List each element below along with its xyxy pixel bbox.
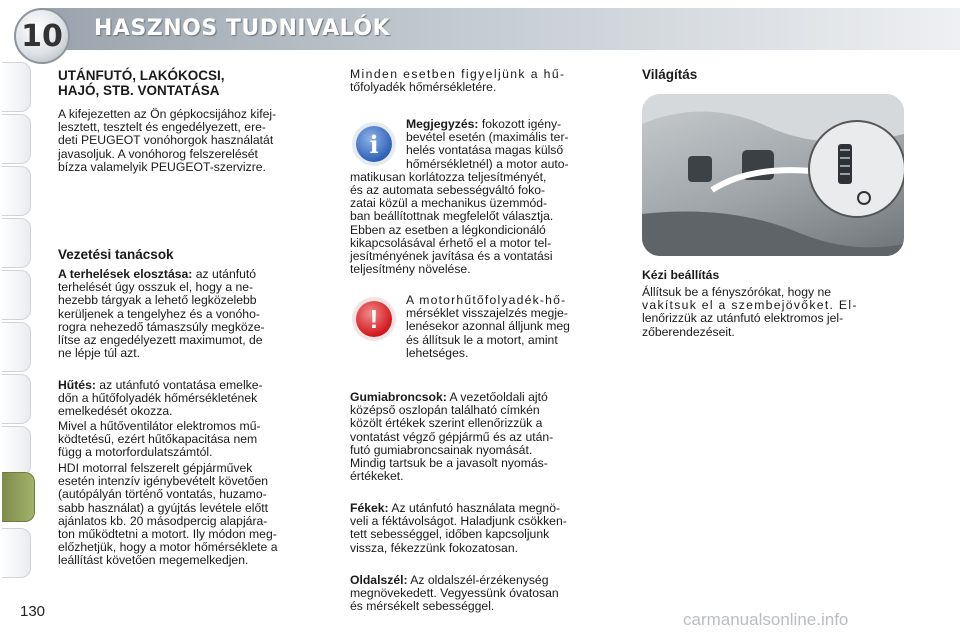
- text-line: bevétel esetén (maximális ter-: [406, 130, 569, 145]
- chapter-tab[interactable]: [2, 218, 31, 268]
- cooling-paragraph: [58, 379, 320, 419]
- chapter-tab[interactable]: [2, 270, 31, 320]
- text-line: közölt értékek szerint ellenőrizzük a: [350, 416, 543, 431]
- text-span: A vezetőoldali ajtó: [446, 390, 548, 404]
- text-line: vakítsuk el a szembejövőket. El-: [642, 298, 858, 313]
- monitor-paragraph: [350, 68, 612, 94]
- manual-adjust-title: Kézi beállítás: [642, 268, 720, 282]
- intro-paragraph: [58, 108, 320, 174]
- text-line: zőberendezéseit.: [642, 324, 735, 339]
- manual-adjust-paragraph: [642, 286, 904, 339]
- text-line: terhelését úgy osszuk el, hogy a ne-: [58, 280, 254, 295]
- text-line: javasoljuk. A vonóhorog felszerelését: [58, 146, 258, 161]
- text-line: teljesítmény növelése.: [350, 262, 471, 277]
- text-line: futó gumiabroncsainak nyomását.: [350, 442, 533, 457]
- title-line: UTÁNFUTÓ, LAKÓKOCSI,: [58, 68, 225, 83]
- dashboard-lower-panel: [642, 212, 904, 257]
- text-line: Minden esetben figyeljünk a hű-: [350, 67, 566, 81]
- text-line: lenésekor azonnal álljunk meg: [406, 319, 570, 334]
- text-line: emelkedését okozza.: [58, 404, 173, 419]
- dashboard-illustration: [642, 94, 904, 256]
- watermark: carmanualsonline.info: [683, 610, 849, 629]
- text-line: kerüljenek a tengelyhez és a vonóho-: [58, 306, 260, 321]
- chapter-badge: 10: [14, 8, 70, 64]
- text-line: ton működtetni a motort. Ily módon meg-: [58, 527, 277, 542]
- text-line: hőmérsékletnél) a motor auto-: [406, 156, 569, 171]
- info-icon: i: [356, 126, 392, 162]
- page-title: HASZNOS TUDNIVALÓK: [94, 16, 391, 41]
- chapter-tab-active[interactable]: [2, 472, 35, 522]
- text-line: HDI motorral felszerelt gépjárművek: [58, 461, 253, 475]
- text-line: esetén intenzív igénybevételt követően: [58, 474, 269, 489]
- text-line: sabb használat) a gyújtás levétele előtt: [58, 500, 269, 515]
- magnifier-circle: [809, 121, 904, 217]
- text-line: kikapcsolásával érhető el a motor tel-: [350, 235, 552, 250]
- chapter-tabs: [0, 62, 44, 602]
- section-title-lighting: Világítás: [642, 67, 698, 82]
- text-span: az utánfutó vontatása emelke-: [95, 378, 263, 392]
- chapter-tab[interactable]: [2, 322, 31, 372]
- text-line: ne lépje túl azt.: [58, 346, 140, 361]
- text-line: értékeket.: [350, 469, 404, 484]
- text-line: lehetséges.: [406, 345, 469, 360]
- text-line: előzhetjük, hogy a motor hőmérséklete a: [58, 540, 278, 555]
- text-line: lesztett, tesztelt és engedélyezett, ere-: [58, 120, 266, 135]
- text-line: tett sebességgel, időben kapcsoljunk: [350, 527, 550, 542]
- bold-label: Gumiabroncsok:: [350, 390, 447, 404]
- bold-label: Fékek:: [350, 501, 389, 515]
- note-paragraph: [350, 118, 612, 276]
- bold-label: A terhelések elosztása:: [58, 267, 193, 281]
- text-line: ajánlatos kb. 20 másodpercig alapjára-: [58, 513, 268, 528]
- text-line: zatai közül a mechanikus üzemmód-: [350, 196, 548, 211]
- page-number: 130: [20, 603, 46, 620]
- text-line: helés vontatása magas külső: [406, 143, 564, 158]
- brake-paragraph: [350, 502, 612, 555]
- section-title-driving-tips: Vezetési tanácsok: [58, 247, 174, 262]
- title-line: HAJÓ, STB. VONTATÁSA: [58, 83, 220, 98]
- text-line: középső oszlopán található címkén: [350, 403, 540, 418]
- text-line: leállítást követően megemelkedjen.: [58, 553, 249, 568]
- bold-label: Megjegyzés:: [406, 117, 479, 131]
- wind-paragraph: [350, 574, 612, 614]
- chapter-tab[interactable]: [2, 166, 31, 216]
- load-paragraph: [58, 268, 320, 360]
- chapter-tab[interactable]: [2, 426, 31, 476]
- text-line: deti PEUGEOT vonóhorgok használatát: [58, 133, 274, 148]
- text-line: Állítsuk be a fényszórókat, hogy ne: [642, 285, 832, 299]
- text-line: mérséklet visszajelzés megje-: [406, 306, 568, 321]
- text-line: ködtetésű, ezért hűtőkapacitása nem: [58, 432, 258, 447]
- text-line: és az automata sebességváltó foko-: [350, 183, 546, 198]
- text-span: az utánfutó: [192, 267, 257, 281]
- text-line: A motorhűtőfolyadék-hő-: [406, 293, 567, 307]
- text-line: A kifejezetten az Ön gépkocsijához kifej-: [58, 107, 277, 121]
- text-span: fokozott igény-: [478, 117, 562, 131]
- tyre-paragraph: [350, 391, 612, 483]
- bold-label: Oldalszél:: [350, 573, 408, 587]
- text-line: megnövekedett. Vegyessünk óvatosan: [350, 586, 559, 601]
- text-line: jesítményének javítása és a vontatási: [350, 249, 553, 264]
- section-title-towing: [58, 68, 225, 98]
- chapter-tab[interactable]: [2, 62, 31, 112]
- text-line: és mérsékelt sebességgel.: [350, 599, 495, 614]
- text-line: (autópályán történő vontatás, huzamo-: [58, 487, 267, 502]
- text-line: matikusan korlátozza teljesítményét,: [350, 169, 547, 184]
- text-line: Mivel a hűtőventilátor elektromos mű-: [58, 419, 261, 433]
- text-line: dőn a hűtőfolyadék hőmérsékletének: [58, 391, 258, 406]
- text-line: rogra nehezedő támaszsúly megköze-: [58, 319, 265, 334]
- bold-label: Hűtés:: [58, 378, 96, 392]
- hdi-paragraph: [58, 462, 320, 568]
- chapter-tab[interactable]: [2, 528, 31, 578]
- text-span: Az oldalszél-érzékenység: [407, 573, 549, 587]
- text-line: lenőrizzük az utánfutó elektromos jel-: [642, 311, 844, 326]
- chapter-tab[interactable]: [2, 374, 31, 424]
- text-span: Az utánfutó használata megnö-: [388, 501, 561, 515]
- chapter-tab[interactable]: [2, 114, 31, 164]
- text-line: hezebb tárgyak a lehető legközelebb: [58, 293, 257, 308]
- text-line: Mindig tartsuk be a javasolt nyomás-: [350, 456, 548, 471]
- headlamp-adjuster-photo: [642, 94, 904, 256]
- text-line: vissza, fékezzünk fokozatosan.: [350, 540, 519, 555]
- text-line: vontatást végző gépjármű és az után-: [350, 429, 554, 444]
- text-line: bízza valamelyik PEUGEOT-szervizre.: [58, 159, 266, 174]
- text-line: és állítsuk le a motort, amint: [406, 332, 558, 347]
- callout-arrow: [712, 170, 822, 190]
- text-line: lítse az engedélyezett maximumot, de: [58, 333, 263, 348]
- warning-paragraph: [406, 294, 612, 360]
- text-line: ban beállítottnak megfelelőt választja.: [350, 209, 554, 224]
- text-line: veli a féktávolságot. Haladjunk csökken-: [350, 514, 567, 529]
- warning-icon: !: [356, 301, 392, 337]
- text-line: Ebben az esetben a légkondicionáló: [350, 222, 546, 237]
- fan-paragraph: [58, 420, 320, 460]
- text-line: tőfolyadék hőmérsékletére.: [350, 80, 497, 95]
- text-line: függ a motorfordulatszámtól.: [58, 445, 213, 460]
- header-bar: [0, 0, 960, 60]
- switch-slot: [688, 156, 712, 182]
